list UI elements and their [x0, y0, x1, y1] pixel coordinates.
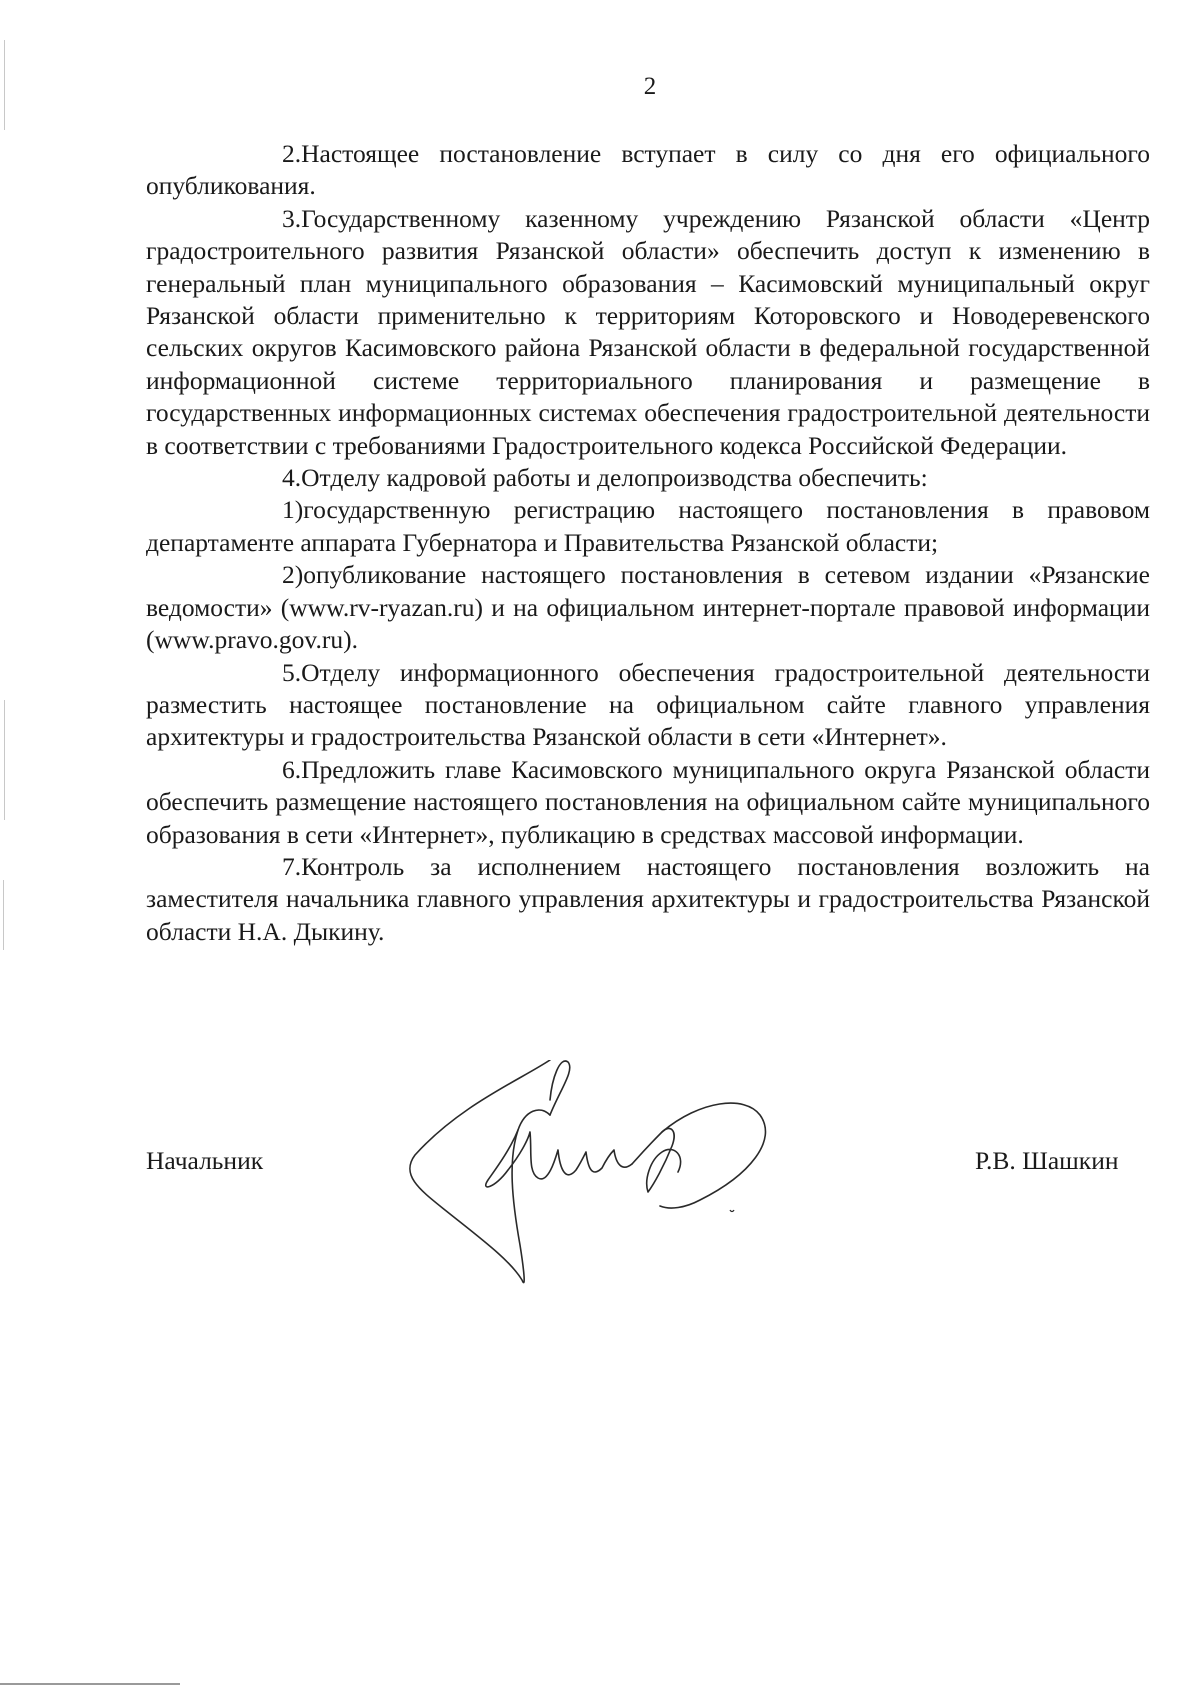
scan-bottom-edge [0, 1683, 180, 1685]
signatory-name: Р.В. Шашкин [975, 1146, 1119, 1175]
paragraph-number: 7. [282, 851, 302, 881]
subparagraph-2 [146, 559, 1150, 656]
paragraph-text: государственную регистрацию настоящего постановления в правовом департаменте аппарата Губернатора и Правительства Рязанской области; [146, 495, 1150, 557]
paragraph-2 [146, 138, 1150, 203]
signatory-position: Начальник [146, 1146, 264, 1175]
paragraph-number: 3. [282, 203, 302, 233]
handwritten-signature [400, 1060, 840, 1300]
paragraph-text: Контроль за исполнением настоящего постановления возложить на заместителя начальника главного управления архитектуры и градостроительства Рязанской области Н.А. Дыкину. [146, 851, 1150, 946]
paragraph-text: Отделу информационного обеспечения градостроительной деятельности разместить настоящее постановление на официальном сайте главного управления архитектуры и градостроительства Рязанской области в сети «Интернет». [146, 657, 1150, 752]
paragraph-5 [146, 657, 1150, 754]
paragraph-7 [146, 851, 1150, 948]
scan-margin-mark [4, 700, 5, 820]
page-number: 2 [643, 73, 657, 100]
paragraph-text: Настоящее постановление вступает в силу со дня его официального опубликования. [146, 139, 1150, 201]
paragraph-number: 2. [282, 139, 302, 168]
paragraph-text: опубликование настоящего постановления в сетевом издании «Рязанские ведомости» (www.rv-ryazan.ru) и на официальном интернет-портале правовой информации (www.pravo.gov.ru). [146, 560, 1150, 655]
paragraph-4 [146, 462, 1150, 494]
paragraph-number: 4. [282, 463, 302, 493]
document-body [146, 138, 1150, 948]
paragraph-number: 5. [282, 657, 302, 687]
paragraph-number: 1) [282, 495, 304, 525]
scan-margin-mark [3, 880, 4, 950]
paragraph-text: Государственному казенному учреждению Рязанской области «Центр градостроительного развития Рязанской области» обеспечить доступ к изменению в генеральный план муниципального образования – Касимовский муниципальный округ Рязанской области применительно к территориям Которовского и Новодеревенского сельских округов Касимовского района Рязанской области в федеральной государственной информационной системе территориального планирования и размещение в государственных информационных системах обеспечения градостроительной деятельности в соответствии с требованиями Градостроительного кодекса Российской Федерации. [146, 203, 1150, 460]
paragraph-text: Отделу кадровой работы и делопроизводства обеспечить: [301, 463, 928, 493]
paragraph-3 [146, 203, 1150, 462]
subparagraph-1 [146, 494, 1150, 559]
paragraph-number: 6. [282, 754, 302, 784]
paragraph-text: Предложить главе Касимовского муниципального округа Рязанской области обеспечить размещение настоящего постановления на официальном сайте муниципального образования в сети «Интернет», публикацию в средствах массовой информации. [146, 754, 1150, 849]
paragraph-number: 2) [282, 560, 304, 590]
paragraph-6 [146, 754, 1150, 851]
